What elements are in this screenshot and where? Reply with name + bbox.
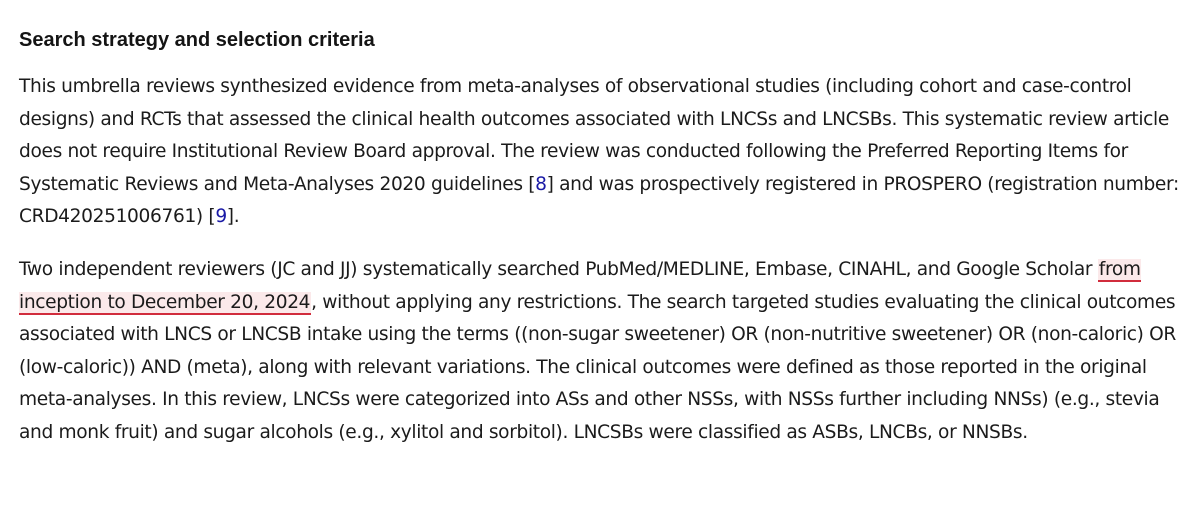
- paragraph-text: , without applying any restrictions. The search targeted studies evaluating the clinical outcomes associated with LNCS or LNCSB intake using the terms ((non-sugar sweetener) OR (non-nutritive sweetener) OR (non-caloric) OR (low-caloric)) AND (meta), along with relevant variations. The clinical outcomes were defined as those reported in the original meta-analyses. In this review, LNCSs were categorized into ASs and other NSSs, with NSSs further including NNSs) (e.g., stevia and monk fruit) and sugar alcohols (e.g., xylitol and sorbitol). LNCSBs were classified as ASBs, LNCBs, or NNSBs.: [19, 291, 1176, 443]
- highlighted-text[interactable]: from inception to December 20, 2024: [19, 258, 1141, 313]
- paragraph-text: ].: [226, 206, 240, 228]
- paragraph-text: Two independent reviewers (JC and JJ) systematically searched PubMed/MEDLINE, Embase, CINAHL, and Google Scholar: [19, 258, 1098, 280]
- reference-link-9[interactable]: 9: [215, 206, 227, 228]
- reference-link-8[interactable]: 8: [535, 173, 547, 195]
- paragraph-text: This umbrella reviews synthesized evidence from meta-analyses of observational studies (including cohort and case-control designs) and RCTs that assessed the clinical health outcomes associated with LNCSs and LNCSBs. This systematic review article does not require Institutional Review Board approval. The review was conducted following the Preferred Reporting Items for Systematic Reviews and Meta-Analyses 2020 guidelines [: [19, 76, 1169, 195]
- paragraph-selection-criteria: [19, 254, 1187, 450]
- article-section: [19, 26, 1187, 450]
- section-heading: Search strategy and selection criteria: [19, 29, 375, 51]
- paragraph-text: ] and was prospectively registered in PROSPERO (registration number: CRD420251006761) [: [19, 173, 1179, 228]
- paragraph-search-strategy: [19, 71, 1187, 234]
